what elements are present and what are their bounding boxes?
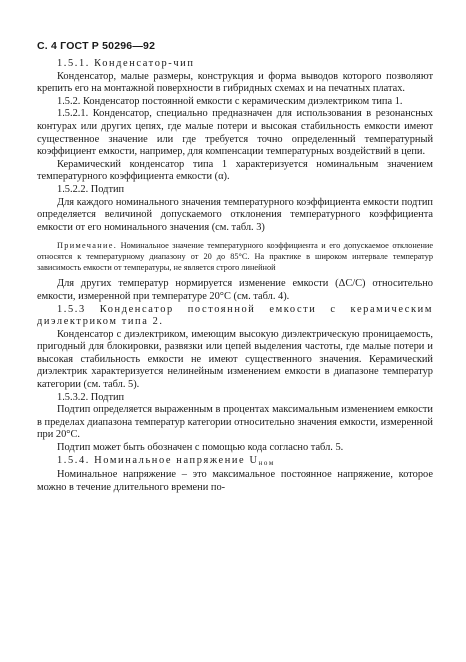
paragraph: Подтип определяется выраженным в процентах максимальным изменением емкости в пределах диапазона температур категории относительно значения емкости, измеренной при 20°С. xyxy=(37,404,433,441)
section-1-5-4-heading xyxy=(37,455,433,470)
paragraph: Подтип может быть обозначен с помощью кода согласно табл. 5. xyxy=(57,442,344,454)
page-header: С. 4 ГОСТ Р 50296—92 xyxy=(37,40,156,52)
section-1-5-4-text: 1.5.4. Номинальное напряжение U xyxy=(57,454,259,466)
subscript: ном xyxy=(258,458,275,467)
note-label: Примечание. xyxy=(57,241,118,251)
paragraph: 1.5.2.1. Конденсатор, специально предназначен для использования в резонансных контурах или других цепях, где малые потери и высокая стабильность емкости имеют существенное значение или где требуется точно определенный температурный коэффициент емкости, например, для компенсации температурных воздействий в цепи. xyxy=(37,108,433,158)
note-text: Номинальное значение температурного коэффициента и его допускаемое отклонение относятся к температурному диапазону от 20 до 85°С. На практике в широком интервале температур зависимость емкости от температуры, не является строго линейной xyxy=(37,241,434,273)
note xyxy=(37,240,433,273)
paragraph: Для каждого номинального значения температурного коэффициента емкости подтип определяется величиной допускаемого отклонения температурного коэффициента емкости от его номинального значения (см. табл. 3) xyxy=(37,196,433,233)
paragraph: Конденсатор, малые размеры, конструкция и форма выводов которого позволяют крепить его на монтажной поверхности в гибридных схемах и на печатных платах. xyxy=(37,70,433,95)
paragraph: Номинальное напряжение – это максимальное постоянное напряжение, которое можно в течение длительного времени по- xyxy=(37,469,433,493)
paragraph: Конденсатор с диэлектриком, имеющим высокую диэлектрическую проницаемость, пригодный для блокировки, развязки или цепей выделения частоты, где малые потери и высокая стабильность емкости не имеют существенного значения. Керамический диэлектрик характеризуется нелинейным изменением емкости в диапазоне температур категории (см. табл. 5). xyxy=(37,328,433,391)
section-1-5-3-heading: 1.5.3 Конденсатор постоянной емкости с керамическим диэлектриком типа 2. xyxy=(37,303,433,328)
paragraph: Керамический конденсатор типа 1 характеризуется номинальным значением температурного коэффициента емкости (α). xyxy=(37,158,433,183)
section-1-5-2-2-heading: 1.5.2.2. Подтип xyxy=(57,183,125,195)
body-text xyxy=(37,58,433,494)
section-1-5-2-heading: 1.5.2. Конденсатор постоянной емкости с керамическим диэлектриком типа 1. xyxy=(57,95,403,107)
section-1-5-1-heading: 1.5.1. Конденсатор-чип xyxy=(57,58,195,69)
paragraph: Для других температур нормируется изменение емкости (ΔС/С) относительно емкости, измеренной при температуре 20°С (см. табл. 4). xyxy=(37,278,433,302)
section-1-5-3-2-heading: 1.5.3.2. Подтип xyxy=(57,391,125,403)
